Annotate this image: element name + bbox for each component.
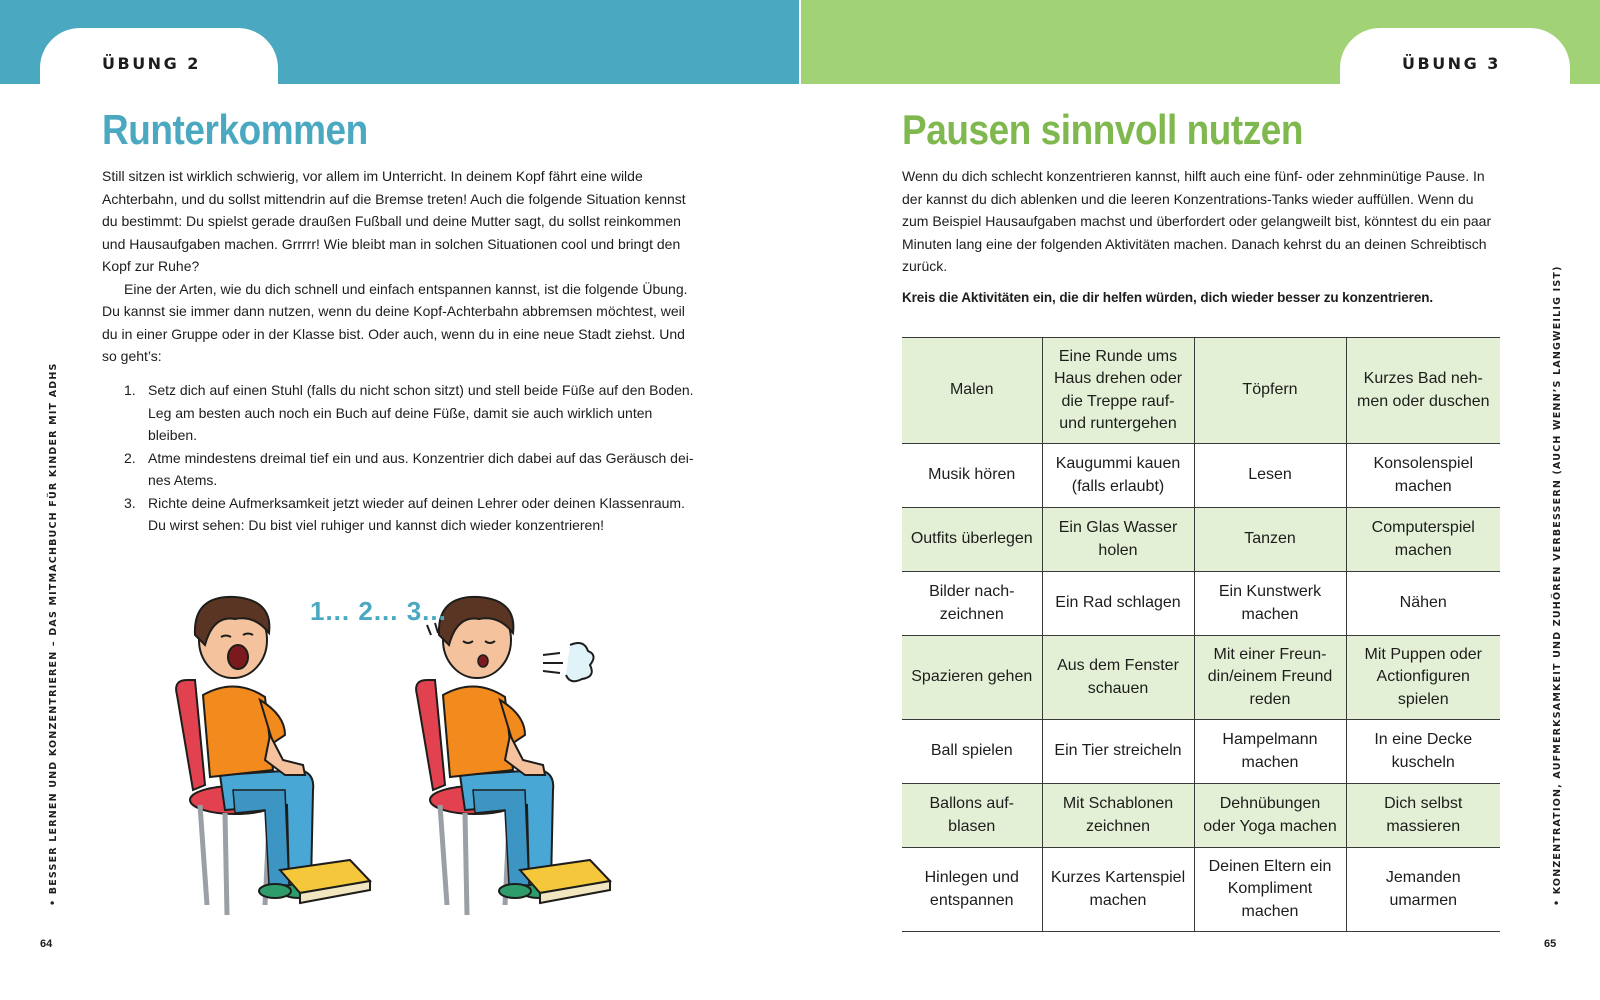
step-number: 1. (124, 382, 136, 398)
step-item (124, 447, 704, 492)
breathing-boy-illustration (165, 585, 635, 930)
step-item (124, 379, 704, 447)
activity-cell[interactable]: Mit Puppen oder Actionfiguren spielen (1346, 636, 1500, 720)
step-text: Setz dich auf einen Stuhl (falls du nicht schon sitzt) und stell beide Füße auf den Boden. Leg am besten auch noch ein Buch auf deine Füße, damit sie auch wirklich unten bleiben. (148, 382, 694, 443)
left-body-text (102, 165, 702, 368)
left-page-number: 64 (40, 938, 53, 950)
activity-cell[interactable]: Konsolenspiel machen (1346, 444, 1500, 508)
activity-cell[interactable]: Töpfern (1194, 338, 1346, 444)
activity-cell[interactable]: Ein Tier streicheln (1042, 720, 1194, 784)
activity-cell[interactable]: Dehnübungen oder Yoga machen (1194, 784, 1346, 848)
steps-list (124, 379, 704, 537)
counting-text: 1... 2... 3... (310, 596, 447, 626)
left-intro-paragraph: Still sitzen ist wirklich schwierig, vor allem im Unterricht. In deinem Kopf fährt eine wilde Achterbahn, und du sollst mittendrin auf die Bremse treten! Auch die folgende Situation kennst du bestimmt: Du spielst gerade draußen Fußball und deine Mutter sagt, du sollst reinkommen und Hausaufgaben machen. Grrrrr! Wie bleibt man in solchen Situationen cool und bringt den Kopf zur Ruhe? (102, 168, 686, 274)
boy-breathing-in-figure (176, 597, 370, 915)
activity-cell[interactable]: Hampelmann machen (1194, 720, 1346, 784)
right-body-text (902, 165, 1502, 278)
right-side-label: • KONZENTRATION, AUFMERKSAMKEIT UND ZUHÖREN VERBESSERN (AUCH WENN’S LANGWEILIG IST) (1552, 265, 1563, 906)
step-number: 3. (124, 494, 136, 511)
step-text: Atme mindestens dreimal tief ein und aus. Konzentrier dich dabei auf das Geräusch deines Atems. (148, 449, 694, 488)
activity-cell[interactable]: Ein Rad schlagen (1042, 572, 1194, 636)
activity-cell[interactable]: Nähen (1346, 572, 1500, 636)
activity-cell[interactable]: Kurzes Bad nehmen oder duschen (1346, 338, 1500, 444)
activity-cell[interactable]: Eine Runde ums Haus drehen oder die Treppe rauf- und runtergehen (1042, 338, 1194, 444)
boy-breathing-out-figure (416, 597, 610, 915)
activity-cell[interactable]: Kurzes Kartenspiel machen (1042, 848, 1194, 932)
activity-cell[interactable]: In eine Decke kuscheln (1346, 720, 1500, 784)
left-second-paragraph: Eine der Arten, wie du dich schnell und einfach entspannen kannst, ist die folgende Übung. Du kannst sie immer dann nutzen, wenn du deine Kopf-Achterbahn abbremsen möchtest, weil du in einer Gruppe oder in der Klasse bist. Oder auch, wenn du in eine neue Stadt ziehst. Und so geht’s: (102, 280, 688, 364)
activity-cell[interactable]: Tanzen (1194, 508, 1346, 572)
table-row (902, 338, 1500, 444)
table-row (902, 444, 1500, 508)
activity-cell[interactable]: Aus dem Fenster schauen (1042, 636, 1194, 720)
activity-cell[interactable]: Ein Kunstwerk machen (1194, 572, 1346, 636)
activity-cell[interactable]: Deinen Eltern ein Kompliment machen (1194, 848, 1346, 932)
activity-cell[interactable]: Ballons aufblasen (902, 784, 1042, 848)
page-gutter (799, 0, 801, 84)
activity-cell[interactable]: Dich selbst massieren (1346, 784, 1500, 848)
table-row (902, 784, 1500, 848)
activity-cell[interactable]: Malen (902, 338, 1042, 444)
activity-cell[interactable]: Bilder nachzeichnen (902, 572, 1042, 636)
exercise-label-left: ÜBUNG 2 (102, 54, 201, 73)
right-page-number: 65 (1544, 938, 1557, 950)
activity-cell[interactable]: Spazieren gehen (902, 636, 1042, 720)
activity-cell[interactable]: Mit Schablonen zeichnen (1042, 784, 1194, 848)
activity-cell[interactable]: Kaugummi kauen (falls erlaubt) (1042, 444, 1194, 508)
left-page-title: Runterkommen (102, 106, 368, 153)
activity-cell[interactable]: Outfits überlegen (902, 508, 1042, 572)
table-row (902, 720, 1500, 784)
activity-cell[interactable]: Ein Glas Wasser holen (1042, 508, 1194, 572)
table-row (902, 848, 1500, 932)
activity-cell[interactable]: Lesen (1194, 444, 1346, 508)
activities-table (902, 337, 1500, 932)
table-row (902, 572, 1500, 636)
table-instruction: Kreis die Aktivitäten ein, die dir helfen würden, dich wieder besser zu konzentrieren. (902, 290, 1434, 305)
right-intro-paragraph: Wenn du dich schlecht konzentrieren kannst, hilft auch eine fünf- oder zehnminütige Pause. In der kannst du dich ablenken und die leeren Konzentrations-Tanks wieder auffüllen. Wenn du zum Beispiel Hausaufgaben machst und überfordert oder gelangweilt bist, könntest du ein paar Minuten lang eine der folgenden Aktivitäten machen. Danach kehrst du an deinen Schreibtisch zurück. (902, 168, 1492, 274)
activity-cell[interactable]: Hinlegen und entspannen (902, 848, 1042, 932)
activity-cell[interactable]: Computerspiel machen (1346, 508, 1500, 572)
step-number: 2. (124, 449, 136, 466)
step-item (124, 492, 704, 537)
step-text: Richte deine Aufmerksamkeit jetzt wieder auf deinen Lehrer oder deinen Klassenraum. Du wirst sehen: Du bist viel ruhiger und kannst dich wieder konzentrieren! (148, 494, 685, 533)
activity-cell[interactable]: Mit einer Freundin/einem Freund reden (1194, 636, 1346, 720)
activity-cell[interactable]: Jemanden umarmen (1346, 848, 1500, 932)
table-row (902, 636, 1500, 720)
activity-cell[interactable]: Musik hören (902, 444, 1042, 508)
exercise-label-right: ÜBUNG 3 (1402, 54, 1501, 73)
right-page-title: Pausen sinnvoll nutzen (902, 106, 1304, 153)
activity-cell[interactable]: Ball spielen (902, 720, 1042, 784)
table-row (902, 508, 1500, 572)
left-side-label: • BESSER LERNEN UND KONZENTRIEREN – DAS MITMACHBUCH FÜR KINDER MIT ADHS (48, 362, 59, 906)
